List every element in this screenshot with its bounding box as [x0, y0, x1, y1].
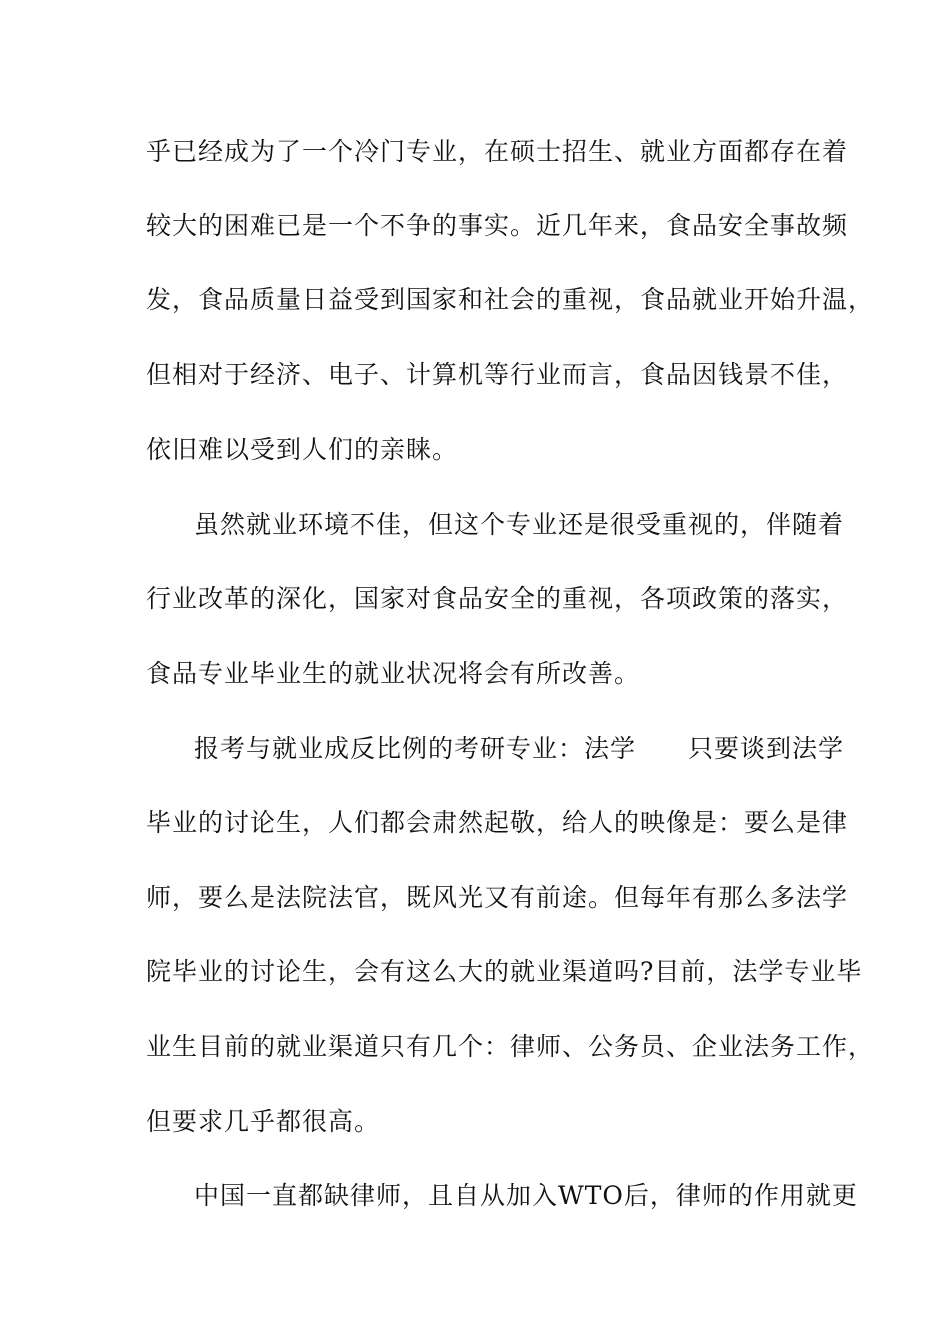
paragraph-line: 但要求几乎都很高。 [146, 1107, 381, 1136]
paragraph-line: 发，食品质量日益受到国家和社会的重视，食品就业开始升温， [146, 285, 875, 314]
paragraph-line: 依旧难以受到人们的亲睐。 [146, 435, 459, 464]
paragraph-line: 院毕业的讨论生，会有这么大的就业渠道吗?目前，法学专业毕 [146, 957, 863, 986]
paragraph-line: 食品专业毕业生的就业状况将会有所改善。 [146, 659, 641, 688]
paragraph-line: 较大的困难已是一个不争的事实。近几年来，食品安全事故频 [146, 211, 849, 240]
paragraph-line: 行业改革的深化，国家对食品安全的重视，各项政策的落实， [146, 584, 849, 613]
paragraph-line: 师，要么是法院法官，既风光又有前途。但每年有那么多法学 [146, 883, 849, 912]
paragraph-line: 乎已经成为了一个冷门专业，在硕士招生、就业方面都存在着 [146, 137, 849, 166]
paragraph-line: 虽然就业环境不佳，但这个专业还是很受重视的，伴随着 [194, 510, 845, 539]
paragraph-line: 但相对于经济、电子、计算机等行业而言，食品因钱景不佳， [146, 360, 849, 389]
paragraph-line: 中国一直都缺律师，且自从加入WTO后，律师的作用就更 [194, 1181, 858, 1210]
paragraph-line: 业生目前的就业渠道只有几个：律师、公务员、企业法务工作， [146, 1032, 875, 1061]
paragraph-line: 毕业的讨论生，人们都会肃然起敬，给人的映像是：要么是律 [146, 808, 849, 837]
paragraph-line: 报考与就业成反比例的考研专业：法学 只要谈到法学 [194, 734, 845, 763]
